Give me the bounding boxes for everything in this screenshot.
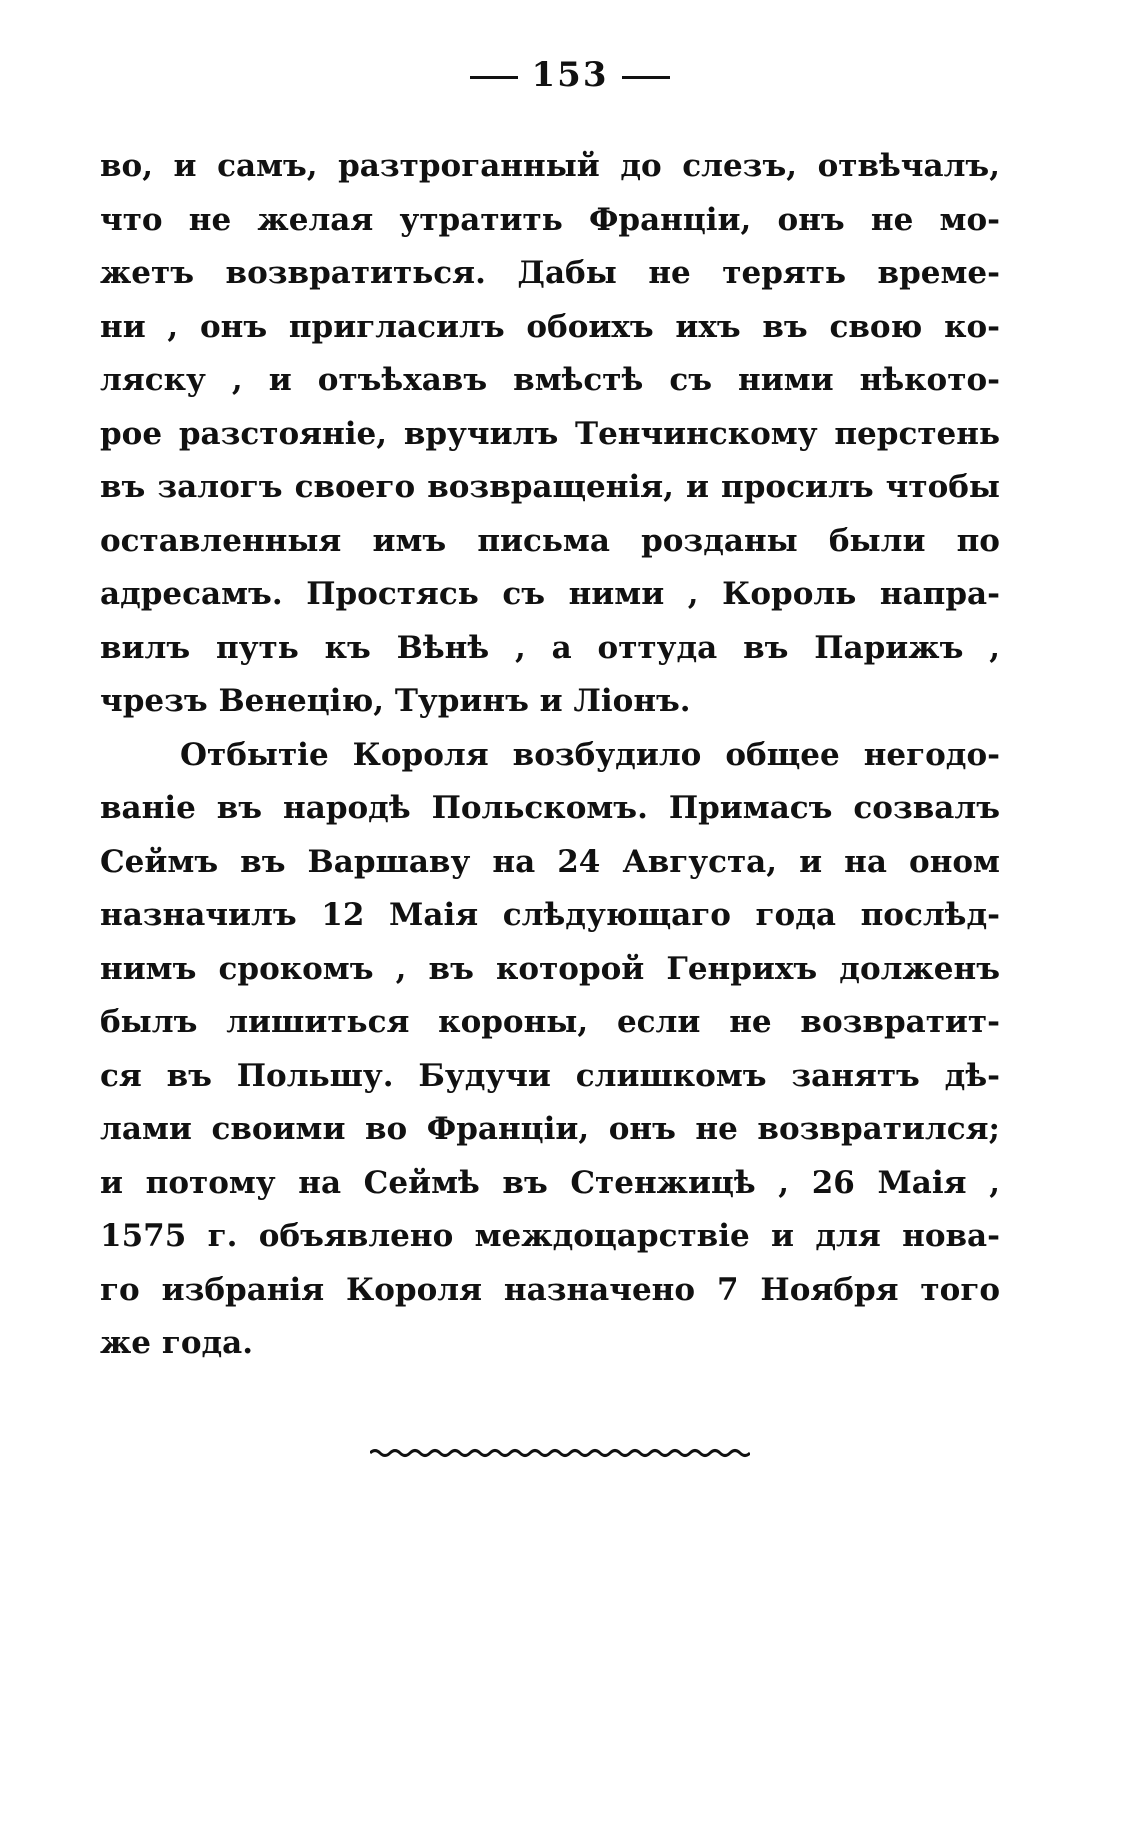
wavy-rule-icon (370, 1448, 750, 1458)
text-line: го избранія Короля назначено 7 Ноября того (100, 1271, 1000, 1308)
text-line: что не желая утратить Франціи, онъ не мо- (100, 201, 1000, 238)
end-ornament (370, 1448, 750, 1458)
text-line: вилъ путь къ Вѣнѣ , а оттуда въ Парижъ , (100, 629, 1000, 666)
text-line: жетъ возвратиться. Дабы не терять време- (100, 255, 1000, 291)
text-line: нимъ срокомъ , въ которой Генрихъ долженъ (100, 950, 1000, 987)
text-line: въ залогъ своего возвращенія, и просилъ чтобы (100, 469, 1000, 505)
text-line: и потому на Сеймѣ въ Стенжицѣ , 26 Маія , (100, 1164, 1000, 1201)
page-header (0, 55, 1140, 95)
text-line: адресамъ. Простясь съ ними , Король напра- (100, 576, 1000, 612)
text-line: оставленныя имъ письма розданы были по (100, 522, 1000, 559)
text-line: лами своими во Франціи, онъ не возвратился; (100, 1111, 1000, 1147)
text-line: ляску , и отъѣхавъ вмѣстѣ съ ними нѣкото- (100, 362, 1000, 398)
text-line: ся въ Польшу. Будучи слишкомъ занятъ дѣ- (100, 1057, 1000, 1094)
header-dash-left (470, 76, 518, 79)
text-line: чрезъ Венецію, Туринъ и Ліонъ. (100, 683, 691, 719)
header-dash-right (622, 76, 670, 79)
text-line: назначилъ 12 Маія слѣдующаго года послѣд- (100, 897, 1000, 933)
text-line: 1575 г. объявлено междоцарствіе и для нова- (100, 1218, 1000, 1254)
text-line: Отбытіе Короля возбудило общее негодо- (180, 736, 1000, 773)
paragraph-1 (100, 140, 1000, 729)
body-text (100, 140, 1000, 1371)
text-line: рое разстояніе, вручилъ Тенчинскому перстень (100, 415, 1000, 452)
text-line: былъ лишиться короны, если не возвратит- (100, 1004, 1000, 1040)
text-line: Сеймъ въ Варшаву на 24 Августа, и на оном (100, 843, 1000, 880)
paragraph-2 (100, 729, 1000, 1371)
text-line: ни , онъ пригласилъ обоихъ ихъ въ свою ко- (100, 308, 1000, 345)
page-number: 153 (531, 55, 609, 95)
text-line: во, и самъ, разтроганный до слезъ, отвѣчалъ, (100, 148, 1000, 184)
text-line: же года. (100, 1325, 254, 1361)
text-line: ваніе въ народѣ Польскомъ. Примасъ созвалъ (100, 790, 1000, 826)
